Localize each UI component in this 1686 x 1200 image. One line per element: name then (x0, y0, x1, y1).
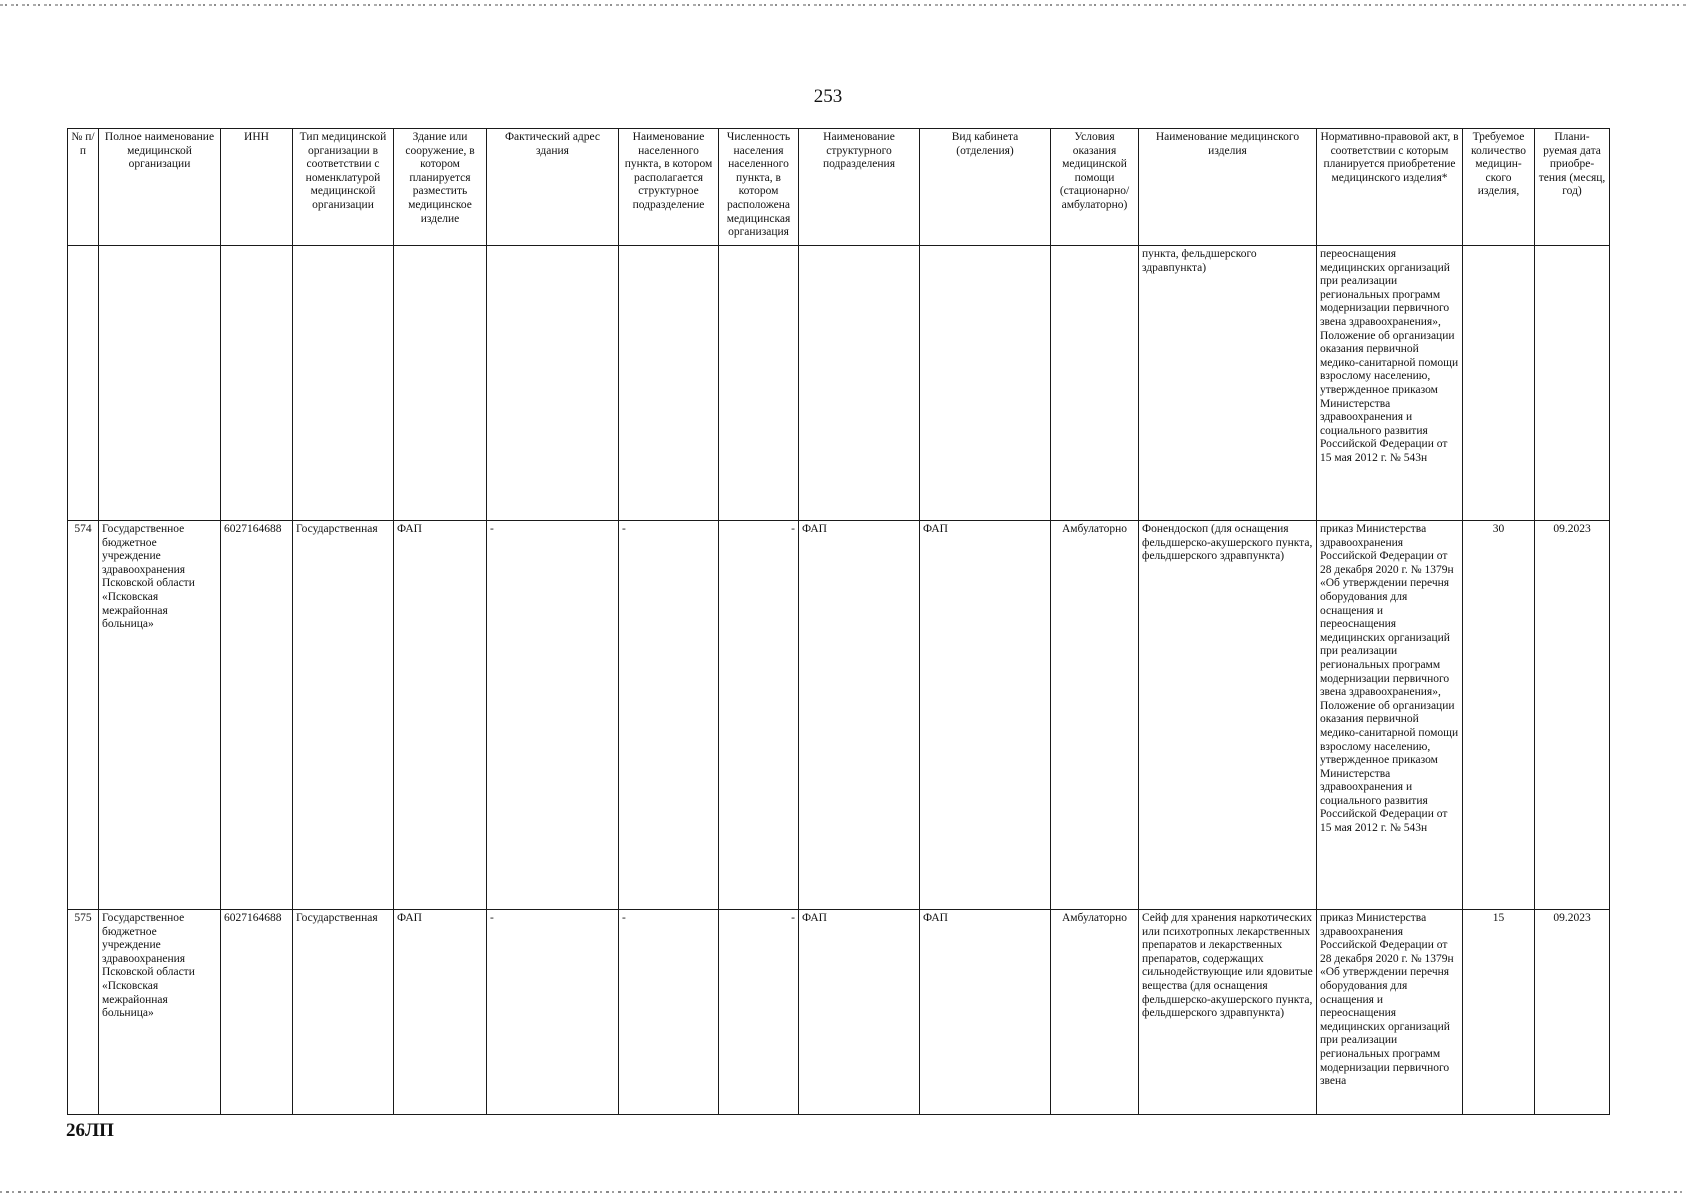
cell-building: ФАП (394, 521, 487, 910)
col-header-settlement: Наименование населенного пункта, в котором располагается структурное подразделение (619, 129, 719, 246)
cell-org-type: Государственная (293, 521, 394, 910)
cell-cabinet: ФАП (920, 910, 1051, 1115)
col-header-population: Численность населения населенного пункта, в котором расположена медицинская организация (719, 129, 799, 246)
table-row-continuation (68, 246, 1610, 521)
cell-conditions: Амбулаторно (1051, 521, 1139, 910)
scan-edge-bottom (0, 1191, 1686, 1193)
cell-subdivision: ФАП (799, 521, 920, 910)
scan-edge-top (0, 4, 1686, 6)
cell-quantity: 15 (1463, 910, 1535, 1115)
cell-population: - (719, 521, 799, 910)
cell-number (68, 246, 99, 521)
cell-settlement (619, 246, 719, 521)
cell-date (1535, 246, 1610, 521)
cell-legal-act: приказ Министерства здравоохранения Российской Федерации от 28 декабря 2020 г. № 1379н «Об утверждении перечня оборудования для оснащения и переоснащения медицинских организаций при реализации региональных программ модернизации первичного звена (1317, 910, 1463, 1115)
cell-subdivision: ФАП (799, 910, 920, 1115)
cell-legal-act: переоснащения медицинских организаций при реализации региональных программ модернизации первичного звена здравоохранения», Положение об организации оказания первичной медико-санитарной помощи взрослому населению, утвержденное приказом Министерства здравоохранения и социального развития Российской Федерации от 15 мая 2012 г. № 543н (1317, 246, 1463, 521)
cell-org-name: Государственное бюджетное учреждение здравоохранения Псковской области «Псковская межрайонная больница» (99, 910, 221, 1115)
cell-org-type (293, 246, 394, 521)
cell-inn: 6027164688 (221, 521, 293, 910)
cell-date: 09.2023 (1535, 521, 1610, 910)
cell-address: - (487, 521, 619, 910)
col-header-cabinet: Вид кабинета (отделения) (920, 129, 1051, 246)
cell-org-type: Государственная (293, 910, 394, 1115)
cell-building: ФАП (394, 910, 487, 1115)
equipment-table (67, 128, 1610, 1115)
col-header-conditions: Условия оказания медицинской помощи (стационарно/ амбулаторно) (1051, 129, 1139, 246)
cell-inn: 6027164688 (221, 910, 293, 1115)
table-header-row (68, 129, 1610, 246)
col-header-org-type: Тип медицинской организации в соответствии с номенклатурой медицинской организации (293, 129, 394, 246)
cell-quantity (1463, 246, 1535, 521)
page-number: 253 (813, 86, 843, 107)
cell-device: Фонендоскоп (для оснащения фельдшерско-акушерского пункта, фельдшерского здравпункта) (1139, 521, 1317, 910)
cell-conditions: Амбулаторно (1051, 910, 1139, 1115)
col-header-date: Плани-руемая дата приобре-тения (месяц, год) (1535, 129, 1610, 246)
cell-population: - (719, 910, 799, 1115)
col-header-number: № п/п (68, 129, 99, 246)
cell-legal-act: приказ Министерства здравоохранения Российской Федерации от 28 декабря 2020 г. № 1379н «Об утверждении перечня оборудования для оснащения и переоснащения медицинских организаций при реализации региональных программ модернизации первичного звена здравоохранения», Положение об организации оказания первичной медико-санитарной помощи взрослому населению, утвержденное приказом Министерства здравоохранения и социального развития Российской Федерации от 15 мая 2012 г. № 543н (1317, 521, 1463, 910)
cell-subdivision (799, 246, 920, 521)
cell-settlement: - (619, 910, 719, 1115)
footer-code: 26ЛП (66, 1120, 114, 1141)
cell-cabinet (920, 246, 1051, 521)
col-header-subdivision: Наименование структурного подразделения (799, 129, 920, 246)
cell-number: 575 (68, 910, 99, 1115)
cell-device: Сейф для хранения наркотических или психотропных лекарственных препаратов и лекарственных препаратов, содержащих сильнодействующие или ядовитые вещества (для оснащения фельдшерско-акушерского пункта, фельдшерского здравпункта) (1139, 910, 1317, 1115)
cell-cabinet: ФАП (920, 521, 1051, 910)
col-header-device: Наименование медицинского изделия (1139, 129, 1317, 246)
cell-address: - (487, 910, 619, 1115)
cell-number: 574 (68, 521, 99, 910)
table-row (68, 910, 1610, 1115)
col-header-address: Фактический адрес здания (487, 129, 619, 246)
col-header-quantity: Требуемое количество медицин-ского изделия, (1463, 129, 1535, 246)
cell-building (394, 246, 487, 521)
cell-date: 09.2023 (1535, 910, 1610, 1115)
cell-settlement: - (619, 521, 719, 910)
cell-population (719, 246, 799, 521)
cell-address (487, 246, 619, 521)
cell-quantity: 30 (1463, 521, 1535, 910)
col-header-inn: ИНН (221, 129, 293, 246)
cell-org-name (99, 246, 221, 521)
cell-conditions (1051, 246, 1139, 521)
col-header-org-name: Полное наименование медицинской организации (99, 129, 221, 246)
col-header-legal-act: Нормативно-правовой акт, в соответствии с которым планируется приобретение медицинского изделия* (1317, 129, 1463, 246)
col-header-building: Здание или сооружение, в котором планируется разместить медицинское изделие (394, 129, 487, 246)
cell-inn (221, 246, 293, 521)
table-row (68, 521, 1610, 910)
cell-org-name: Государственное бюджетное учреждение здравоохранения Псковской области «Псковская межрайонная больница» (99, 521, 221, 910)
cell-device: пункта, фельдшерского здравпункта) (1139, 246, 1317, 521)
